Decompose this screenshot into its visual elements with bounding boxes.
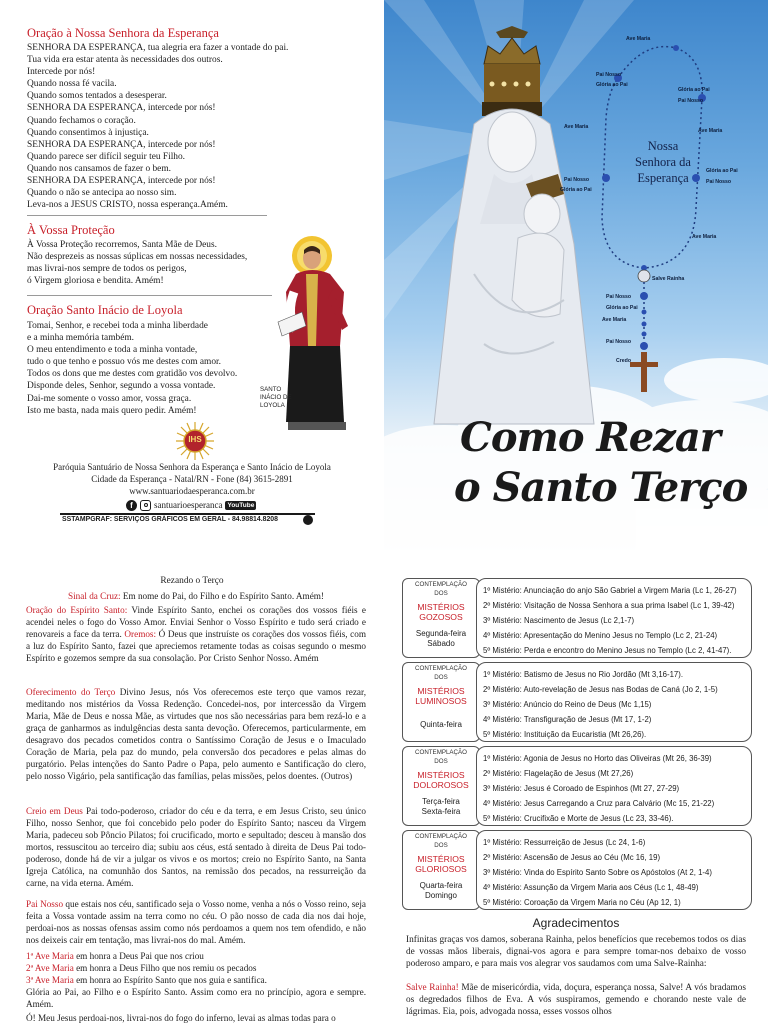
ave-text: em honra a Deus Pai que nos criou	[73, 951, 204, 961]
mystery-item: 2º Mistério: Auto-revelação de Jesus nas Bodas de Caná (Jo 2, 1-5)	[483, 685, 718, 694]
instagram-icon[interactable]	[140, 500, 151, 511]
ave-maria-list	[26, 950, 366, 986]
prayer-line: Quando consentimos à injustiça.	[27, 127, 149, 138]
dos-label: DOS	[434, 758, 448, 765]
sinal-label: Sinal da Cruz:	[68, 591, 121, 601]
social-row	[126, 498, 256, 512]
oferecimento-prayer	[26, 686, 366, 782]
cover-title-line2: o Santo Terço	[454, 464, 748, 511]
mystery-name: MISTÉRIOS	[417, 854, 465, 864]
espirito-text: Vinde Espírito Santo, enchei os corações dos vossos fiéis e acendei neles o fogo do Vosso Amor. Enviai Senhor o Vosso Espírito e tudo será criado e renovareis a face da terra.	[26, 605, 366, 639]
mystery-item: 2º Mistério: Flagelação de Jesus (Mt 27,26)	[483, 769, 634, 778]
creio-label: Creio em Deus	[26, 806, 83, 816]
parish-name: Paróquia Santuário de Nossa Senhora da Esperança e Santo Inácio de Loyola	[53, 462, 331, 472]
mystery-name: MISTÉRIOS	[417, 602, 465, 612]
prayer-line: Quando parece ser difícil seguir teu Filho.	[27, 151, 186, 162]
rosary-instructions-panel	[0, 566, 384, 1024]
salve-label: Salve Rainha!	[406, 983, 459, 993]
protecao-prayer	[27, 239, 247, 287]
pai-nosso-label: Pai Nosso	[26, 899, 64, 909]
rosary-label: Ave Maria	[564, 124, 589, 130]
inacio-prayer	[27, 320, 237, 417]
prayer-line: Tomai, Senhor, e recebei toda a minha liberdade	[27, 321, 208, 331]
contemplacao-label: CONTEMPLAÇÃO	[415, 581, 467, 588]
rosary-label: Glória ao Pai	[678, 87, 710, 93]
rezando-title: Rezando o Terço	[160, 576, 224, 586]
rosary-label: Pai Nosso	[606, 339, 632, 345]
rosary-label: Glória ao Pai	[606, 305, 638, 311]
prayer-line: Quando fechamos o coração.	[27, 115, 136, 126]
sinal-cruz	[26, 590, 366, 602]
oremos-text: Ó Deus que instruíste os corações dos vossos fiéis, com a luz do Espírito Santo, fazei que apreciemos retamente todas as coisas segundo o mesmo Espírito e gozemos sempre da sua consolação. Por Cristo Senhor Nosso. Amém	[26, 629, 366, 663]
mystery-list	[476, 746, 752, 826]
prayer-line: mas livrai-nos sempre de todos os perigos,	[27, 264, 187, 275]
mystery-item: 3º Mistério: Vinda do Espírito Santo Sobre os Apóstolos (At 2, 1-4)	[483, 868, 712, 877]
logo-text: IHS	[188, 435, 202, 444]
mystery-item: 4º Mistério: Apresentação do Menino Jesus no Templo (Lc 2, 21-24)	[483, 631, 718, 640]
mystery-list	[476, 830, 752, 910]
mystery-item: 3º Mistério: Jesus é Coroado de Espinhos (Mt 27, 27-29)	[483, 784, 680, 793]
rosary-label: Ave Maria	[626, 36, 651, 42]
inacio-title: Oração Santo Inácio de Loyola	[27, 303, 183, 317]
parish-address: Cidade da Esperança - Natal/RN - Fone (84) 3615-2891	[91, 474, 293, 484]
oferecimento-text: Divino Jesus, nós Vos oferecemos este terço que vamos rezar, meditando nos mistérios da Vossa Redenção. Concedei-nos, por intercessão da Virgem Maria, Mãe de Deus e nossa Mãe, as virtudes que nos são necessárias para bem rezá-lo e a graça de ganharmos as indulgências desta santa devoção. Oferecemos, particularmente, em desagravo dos pecados cometidos contra o Santíssimo Coração de Jesus e o Imaculado Coração de Maria, pela paz do mundo, pela conversão dos pecadores e pelas almas do purgatório. Pelas intenções do Santo Padre o Papa, pelo aumento e Santificação do clero, pelo nosso Vigário, pela santificação das famílias, pelas missões, pelos doentes. (Outros)	[26, 687, 366, 781]
mystery-item: 5º Mistério: Perda e encontro do Menino Jesus no Templo (Lc 2, 41-47).	[483, 646, 732, 655]
espirito-label: Oração do Espírito Santo:	[26, 605, 128, 615]
mystery-day: Segunda-feira	[415, 629, 467, 638]
cover-title-line1: Como Rezar	[460, 414, 720, 461]
ave-label: 1ª Ave Maria	[26, 951, 74, 961]
prayer-line: SENHORA DA ESPERANÇA, intercede por nós!	[27, 139, 216, 150]
mystery-item: 5º Mistério: Coroação da Virgem Maria no Céu (Ap 12, 1)	[483, 898, 681, 907]
oremos-label: Oremos:	[124, 629, 157, 639]
parish-website[interactable]: www.santuariodaesperanca.com.br	[129, 486, 255, 496]
rosary-title	[628, 138, 698, 186]
ave-maria-line	[26, 962, 366, 974]
ave-maria-line	[26, 950, 366, 962]
mystery-day: Sexta-feira	[421, 807, 461, 816]
rosary-label: Salve Rainha	[652, 276, 685, 282]
salve-rainha-prayer	[406, 982, 746, 1018]
prayer-line: À Vossa Proteção recorremos, Santa Mãe de Deus.	[27, 240, 217, 250]
salve-text: Mãe de misericórdia, vida, doçura, esperança nossa, Salve! A vós bradamos os degredados filhos de Eva. A vós suspiramos, gemendo e chorando neste vale de lágrimas. Eia, pois, advogada nossa, esses vossos olhos	[406, 983, 746, 1017]
contemplacao-label: CONTEMPLAÇÃO	[415, 665, 467, 672]
agradecimentos-title: Agradecimentos	[532, 916, 620, 930]
ave-maria-line	[26, 974, 366, 986]
ave-label: 3ª Ave Maria	[26, 975, 74, 985]
cover-panel	[384, 0, 768, 552]
facebook-icon[interactable]: f	[126, 500, 137, 511]
mystery-group-gloriosos	[402, 830, 752, 910]
mystery-name: GLORIOSOS	[415, 864, 467, 874]
prayer-line: tudo o que tenho e possuo vós me destes com amor.	[27, 357, 221, 368]
mystery-day: Sábado	[427, 639, 455, 648]
creio-prayer	[26, 805, 366, 889]
saint-caption	[260, 386, 292, 411]
prayer-line: SENHORA DA ESPERANÇA, intercede por nós!	[27, 103, 216, 114]
rosary-label: Ave Maria	[602, 317, 627, 323]
rosary-label: Pai Nosso	[706, 179, 732, 185]
prayers-panel	[0, 0, 384, 552]
prayer-line: Intercede por nós!	[27, 67, 96, 78]
mystery-item: 2º Mistério: Ascensão de Jesus ao Céu (Mc 16, 19)	[483, 853, 661, 862]
contemplacao-label: CONTEMPLAÇÃO	[415, 749, 467, 756]
prayer-line: Isto me basta, nada mais quero pedir. Amém!	[27, 405, 197, 416]
whatsapp-icon[interactable]	[303, 515, 313, 525]
contemplacao-label: CONTEMPLAÇÃO	[415, 833, 467, 840]
rosary-label: Ave Maria	[692, 234, 717, 240]
dos-label: DOS	[434, 842, 448, 849]
mystery-day: Quarta-feira	[419, 881, 463, 890]
rosary-label: Credo	[616, 358, 631, 364]
mystery-item: 1º Mistério: Agonia de Jesus no Horto das Oliveiras (Mt 26, 36-39)	[483, 754, 712, 763]
oferecimento-label: Oferecimento do Terço	[26, 687, 116, 697]
printer-credit: SSTAMPGRAF: SERVIÇOS GRÁFICOS EM GERAL - 84.98814.8208	[62, 516, 278, 523]
rosary-label: Pai Nosso	[678, 98, 704, 104]
gloria-prayer: Glória ao Pai, ao Filho e o Espírito Santo. Assim como era no princípio, agora e sempre. Amém.	[26, 987, 366, 1009]
fatima-prayer: Ó! Meu Jesus perdoai-nos, livrai-nos do fogo do inferno, levai as almas todas para o	[26, 1013, 336, 1023]
mystery-item: 5º Mistério: Instituição da Eucaristia (Mt 26,26).	[483, 730, 647, 739]
parish-logo	[175, 421, 215, 461]
mystery-name: MISTÉRIOS	[417, 686, 465, 696]
mystery-tab	[402, 746, 480, 826]
caption-line: INÁCIO DE	[260, 394, 292, 402]
rosary-label: Glória ao Pai	[560, 187, 592, 193]
mystery-day: Domingo	[424, 891, 457, 900]
rosary-label: Pai Nosso	[606, 294, 632, 300]
mystery-name: MISTÉRIOS	[417, 770, 465, 780]
prayer-line: Tua vida era estar atenta às necessidades dos outros.	[27, 55, 223, 66]
prayer-line: SENHORA DA ESPERANÇA, tua alegria era fazer a vontade do pai.	[27, 43, 289, 53]
caption-line: LOYOLA	[260, 402, 285, 410]
mystery-list	[476, 662, 752, 742]
prayer-line: ó Virgem gloriosa e bendita. Amém!	[27, 276, 164, 287]
mystery-item: 4º Mistério: Assunção da Virgem Maria aos Céus (Lc 1, 48-49)	[483, 883, 699, 892]
ave-text: em honra a Deus Filho que nos remiu os pecados	[73, 963, 257, 973]
mystery-item: 1º Mistério: Batismo de Jesus no Rio Jordão (Mt 3,16-17).	[483, 670, 684, 679]
mystery-item: 1º Mistério: Anunciação do anjo São Gabriel a Virgem Maria (Lc 1, 26-27)	[483, 586, 737, 595]
divider	[27, 295, 272, 296]
footer-rule	[60, 513, 315, 515]
mystery-group-dolorosos	[402, 746, 752, 826]
mysteries-panel	[384, 566, 768, 1024]
prayer-line: Não desprezeis as nossas súplicas em nossas necessidades,	[27, 252, 248, 263]
social-handle[interactable]: santuarioesperanca	[154, 500, 223, 510]
prayer-line: Quando o não se antecipa ao nosso sim.	[27, 188, 177, 199]
pai-nosso-prayer	[26, 898, 366, 946]
mystery-group-luminosos	[402, 662, 752, 742]
prayer-line: Quando somos tentados a desesperar.	[27, 91, 167, 102]
protecao-title: À Vossa Proteção	[27, 223, 115, 237]
mystery-day: Terça-feira	[422, 797, 460, 806]
prayer-line: Dai-me somente o vosso amor, vossa graça.	[27, 393, 192, 404]
ave-label: 2ª Ave Maria	[26, 963, 74, 973]
mystery-name: LUMINOSOS	[415, 696, 467, 706]
rosary-label: Ave Maria	[698, 128, 723, 134]
youtube-icon[interactable]: YouTube	[227, 501, 255, 509]
mystery-name: DOLOROSOS	[413, 780, 469, 790]
dos-label: DOS	[434, 674, 448, 681]
rosary-label: Pai Nosso	[564, 177, 590, 183]
divider	[27, 215, 267, 216]
prayer-line: O meu entendimento e toda a minha vontade,	[27, 345, 198, 356]
rosary-label: Glória ao Pai	[706, 168, 738, 174]
dos-label: DOS	[434, 590, 448, 597]
sinal-text: Em nome do Pai, do Filho e do Espírito Santo. Amém!	[120, 591, 324, 601]
mystery-tab	[402, 662, 480, 742]
pai-nosso-text: que estais nos céu, santificado seja o Vosso nome, venha a nós o Vosso reino, seja feita a Vossa vontade assim na terra como no céu. O pão nosso de cada dia nos dai hoje, perdoai-nos as nossas ofensas assim como nós perdoamos a quem nos tem ofendido, e não nos deixeis cair em tentação, mas livrai-nos do mal. Amém.	[26, 899, 366, 945]
caption-line: SANTO	[260, 386, 282, 393]
espirito-santo-prayer	[26, 604, 366, 664]
prayer-line: SENHORA DA ESPERANÇA, intercede por nós!	[27, 176, 216, 187]
cross-icon	[630, 352, 658, 392]
mystery-name: GOZOSOS	[419, 612, 463, 622]
prayer-line: Quando nossa fé vacila.	[27, 79, 117, 90]
mystery-item: 2º Mistério: Visitação de Nossa Senhora a sua prima Isabel (Lc 1, 39-42)	[483, 601, 735, 610]
rosary-title-line: Nossa	[647, 139, 679, 153]
mystery-item: 5º Mistério: Crucifixão e Morte de Jesus (Lc 23, 33-46).	[483, 814, 674, 823]
mystery-item: 4º Mistério: Transfiguração de Jesus (Mt 17, 1-2)	[483, 715, 652, 724]
prayer-line: Disponde deles, Senhor, segundo a vossa vontade.	[27, 381, 216, 392]
esperanca-title: Oração à Nossa Senhora da Esperança	[27, 26, 219, 40]
creio-text: Pai todo-poderoso, criador do céu e da terra, e em Jesus Cristo, seu único Filho, nosso Senhor, que foi concebido pelo poder do Espírito Santo; nasceu da Virgem Maria, padeceu sob Pôncio Pilatos; foi crucificado, morto e sepultado; desceu à mansão dos mortos, ressuscitou ao terceiro dia; subiu aos céus, está sentado à direita de Deus Pai todo-poderoso, donde há de vir a julgar os vivos e os mortos; creio no Espírito Santo, na Santa Igreja Católica, na comunhão dos Santos, na remissão dos pecados, na ressurreição da carne, na vida eterna. Amém.	[26, 806, 366, 888]
prayer-line: e a minha memória também.	[27, 333, 134, 344]
mystery-item: 3º Mistério: Anúncio do Reino de Deus (Mc 1,15)	[483, 700, 652, 709]
rosary-label: Pai Nosso	[596, 72, 622, 78]
mystery-tab	[402, 830, 480, 910]
rosary-title-line: Esperança	[637, 171, 689, 185]
ave-text: em honra ao Espírito Santo que nos guia e santifica.	[73, 975, 267, 985]
mystery-group-gozosos	[402, 578, 752, 658]
mystery-item: 1º Mistério: Ressurreição de Jesus (Lc 24, 1-6)	[483, 838, 646, 847]
agradecimentos-text: Infinitas graças vos damos, soberana Rainha, pelos benefícios que recebemos todos os dias de vossas mãos liberais, dignai-vos agora e para sempre tomar-nos debaixo de vosso poderoso amparo, e para mais vos alegrar vos saudamos com uma Salve-Rainha:	[406, 935, 746, 969]
prayer-line: Quando nos cansamos de fazer o bem.	[27, 163, 171, 174]
mystery-tab	[402, 578, 480, 658]
mystery-day: Quinta-feira	[420, 720, 462, 729]
rosary-label: Glória ao Pai	[596, 82, 628, 88]
esperanca-prayer	[27, 42, 288, 211]
prayer-line: Todos os dons que me destes com gratidão vos devolvo.	[27, 369, 238, 380]
mystery-item: 3º Mistério: Nascimento de Jesus (Lc 2,1-7)	[483, 616, 635, 625]
mystery-list	[476, 578, 752, 658]
mystery-item: 4º Mistério: Jesus Carregando a Cruz para Calvário (Mc 15, 21-22)	[483, 799, 715, 808]
prayer-line: Leva-nos a JESUS CRISTO, nossa esperança.Amém.	[27, 200, 228, 211]
rosary-title-line: Senhora da	[635, 155, 691, 169]
